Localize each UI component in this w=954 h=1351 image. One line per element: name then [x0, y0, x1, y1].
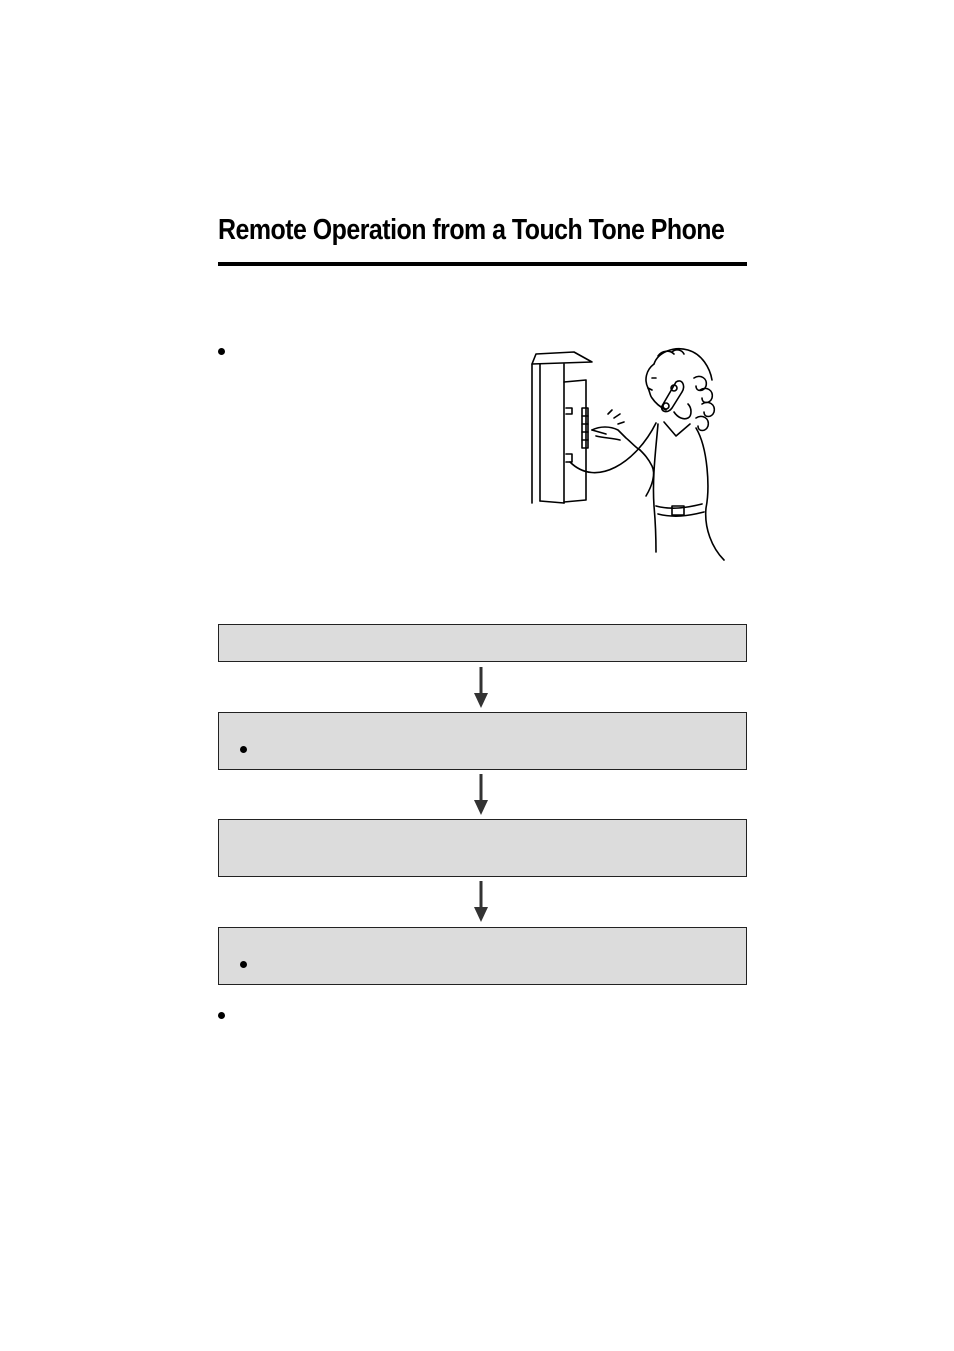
flow-step-4-box: [218, 927, 747, 985]
intro-bullet: [218, 348, 225, 355]
payphone-user-illustration: [526, 338, 730, 564]
flow-step-2-bullet: [240, 746, 247, 753]
page-title: Remote Operation from a Touch Tone Phone: [218, 214, 725, 246]
booth-roof: [532, 352, 592, 364]
flow-step-3-box: [218, 819, 747, 877]
flow-arrow-3: [473, 881, 489, 923]
note-bullet: [218, 1012, 225, 1019]
flow-arrow-2: [473, 774, 489, 816]
title-rule: [218, 262, 747, 266]
flow-arrow-1: [473, 667, 489, 709]
flow-step-1-box: [218, 624, 747, 662]
flow-step-2-box: [218, 712, 747, 770]
flow-step-4-bullet: [240, 961, 247, 968]
